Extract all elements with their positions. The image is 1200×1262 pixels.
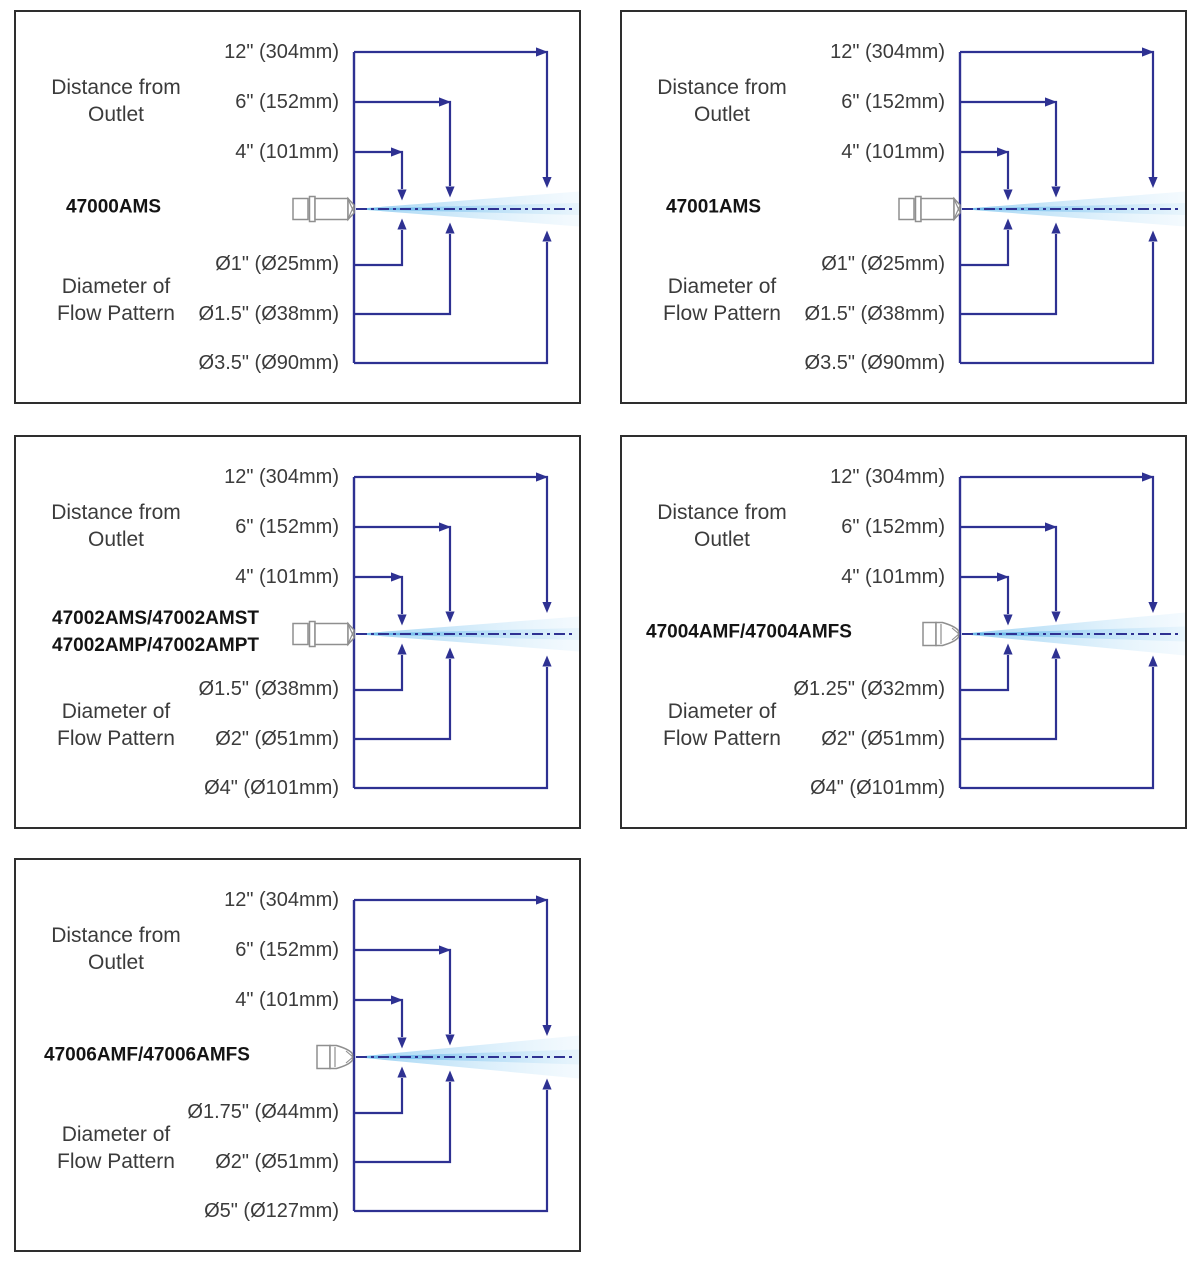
distance-label-12in: 12" (304mm) — [830, 466, 945, 488]
distance-heading-line2: Outlet — [87, 951, 145, 974]
distance-label-4in: 4" (101mm) — [841, 566, 945, 588]
diameter-label-mid: Ø1.5" (Ø38mm) — [198, 303, 339, 325]
distance-heading-line1: Distance from — [51, 924, 181, 947]
distance-heading — [627, 499, 817, 553]
diameter-label-large: Ø3.5" (Ø90mm) — [804, 352, 945, 374]
diameter-label-mid: Ø2" (Ø51mm) — [215, 728, 339, 750]
distance-label-4in: 4" (101mm) — [235, 566, 339, 588]
distance-heading — [21, 922, 211, 976]
diagram-panel-47002ams — [14, 435, 581, 829]
distance-label-4in: 4" (101mm) — [235, 141, 339, 163]
diameter-heading-line2: Flow Pattern — [57, 727, 175, 750]
diameter-label-small: Ø1.5" (Ø38mm) — [198, 678, 339, 700]
diameter-label-small: Ø1.25" (Ø32mm) — [793, 678, 945, 700]
diameter-heading — [21, 698, 211, 752]
model-number — [44, 1042, 250, 1069]
nozzle-illustration — [899, 197, 960, 222]
distance-label-4in: 4" (101mm) — [235, 989, 339, 1011]
diameter-label-large: Ø4" (Ø101mm) — [810, 777, 945, 799]
model-line1: 47004AMF/47004AMFS — [646, 621, 852, 643]
diameter-label-large: Ø3.5" (Ø90mm) — [198, 352, 339, 374]
diameter-heading — [21, 273, 211, 327]
model-line1: 47006AMF/47006AMFS — [44, 1044, 250, 1066]
nozzle-illustration — [293, 197, 354, 222]
model-line1: 47001AMS — [666, 196, 762, 218]
diameter-heading-line2: Flow Pattern — [57, 1150, 175, 1173]
diameter-label-mid: Ø1.5" (Ø38mm) — [804, 303, 945, 325]
distance-label-12in: 12" (304mm) — [224, 889, 339, 911]
distance-heading-line2: Outlet — [693, 103, 751, 126]
distance-label-6in: 6" (152mm) — [235, 516, 339, 538]
diameter-heading-line1: Diameter of — [61, 275, 171, 298]
distance-heading-line2: Outlet — [87, 528, 145, 551]
diameter-label-large: Ø5" (Ø127mm) — [204, 1200, 339, 1222]
distance-label-6in: 6" (152mm) — [841, 516, 945, 538]
diagram-panel-47000ams — [14, 10, 581, 404]
model-number — [66, 194, 161, 221]
distance-heading-line1: Distance from — [51, 76, 181, 99]
nozzle-illustration — [293, 622, 354, 647]
diameter-heading-line1: Diameter of — [61, 1123, 171, 1146]
distance-heading-line2: Outlet — [693, 528, 751, 551]
nozzle-illustration — [317, 1046, 353, 1069]
diameter-label-small: Ø1" (Ø25mm) — [821, 253, 945, 275]
diameter-heading-line2: Flow Pattern — [663, 302, 781, 325]
distance-heading-line2: Outlet — [87, 103, 145, 126]
diameter-heading — [627, 273, 817, 327]
diagram-panel-47001ams — [620, 10, 1187, 404]
distance-label-12in: 12" (304mm) — [224, 466, 339, 488]
diameter-heading-line1: Diameter of — [667, 275, 777, 298]
diameter-heading-line1: Diameter of — [61, 700, 171, 723]
diameter-heading-line1: Diameter of — [667, 700, 777, 723]
diameter-heading-line2: Flow Pattern — [57, 302, 175, 325]
distance-label-4in: 4" (101mm) — [841, 141, 945, 163]
diameter-heading — [627, 698, 817, 752]
diameter-heading — [21, 1121, 211, 1175]
distance-label-6in: 6" (152mm) — [841, 91, 945, 113]
distance-label-6in: 6" (152mm) — [235, 939, 339, 961]
model-line1: 47002AMS/47002AMST — [52, 608, 259, 629]
diagram-panel-47006amf — [14, 858, 581, 1252]
model-number — [646, 619, 852, 646]
diameter-label-large: Ø4" (Ø101mm) — [204, 777, 339, 799]
diameter-heading-line2: Flow Pattern — [663, 727, 781, 750]
diameter-label-small: Ø1.75" (Ø44mm) — [187, 1101, 339, 1123]
diameter-label-mid: Ø2" (Ø51mm) — [215, 1151, 339, 1173]
model-number — [666, 194, 761, 221]
distance-heading-line1: Distance from — [657, 76, 787, 99]
distance-label-12in: 12" (304mm) — [224, 41, 339, 63]
distance-label-12in: 12" (304mm) — [830, 41, 945, 63]
distance-heading — [627, 74, 817, 128]
distance-heading — [21, 499, 211, 553]
distance-heading — [21, 74, 211, 128]
model-line1: 47000AMS — [66, 196, 162, 218]
distance-label-6in: 6" (152mm) — [235, 91, 339, 113]
nozzle-illustration — [923, 623, 959, 646]
distance-heading-line1: Distance from — [657, 501, 787, 524]
model-number — [52, 605, 259, 659]
model-line2: 47002AMP/47002AMPT — [52, 635, 259, 656]
diameter-label-mid: Ø2" (Ø51mm) — [821, 728, 945, 750]
diagram-panel-47004amf — [620, 435, 1187, 829]
diameter-label-small: Ø1" (Ø25mm) — [215, 253, 339, 275]
distance-heading-line1: Distance from — [51, 501, 181, 524]
